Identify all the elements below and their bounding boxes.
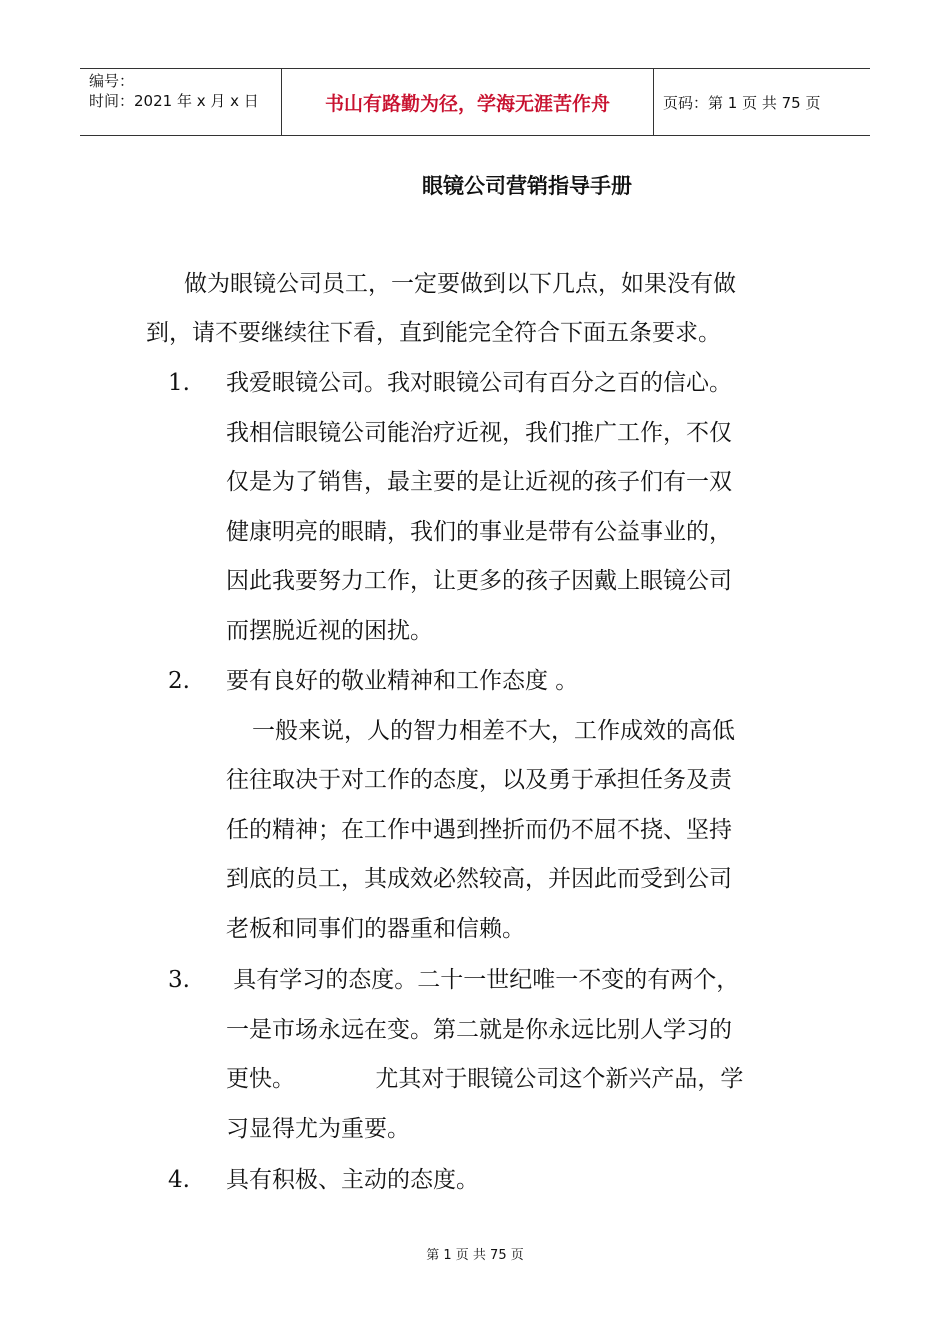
item-sub-first-line: 一般来说，人的智力相差不大，工作成效的高低 <box>252 717 735 744</box>
item-line: 而摆脱近视的困扰。 <box>226 617 433 644</box>
serial-label: 编号： <box>89 72 135 90</box>
item-line: 要有良好的敬业精神和工作态度 。 <box>226 668 579 694</box>
intro-line: 到，请不要继续往下看，直到能完全符合下面五条要求。 <box>146 320 721 346</box>
document-title: 眼镜公司营销指导手册 <box>422 174 632 198</box>
item-line: 健康明亮的眼睛，我们的事业是带有公益事业的， <box>226 518 732 545</box>
item-line: 老板和同事们的器重和信赖。 <box>226 915 525 942</box>
item-line: 习显得尤为重要。 <box>226 1115 410 1142</box>
item-line: 具有学习的态度。二十一世纪唯一不变的有两个， <box>226 967 740 993</box>
item-line: 我爱眼镜公司。我对眼镜公司有百分之百的信心。 <box>226 370 732 396</box>
item-line: 我相信眼镜公司能治疗近视，我们推广工作，不仅 <box>226 419 732 446</box>
date-label: 时间：2021 年 x 月 x 日 <box>89 92 259 110</box>
list-item-4 <box>146 1156 811 1206</box>
item-line: 具有积极、主动的态度。 <box>226 1167 479 1193</box>
item-line: 往往取决于对工作的态度，以及勇于承担任务及责 <box>226 767 732 793</box>
list-item-3 <box>146 956 811 1154</box>
header-motto: 书山有路勤为径，学海无涯苦作舟 <box>282 69 654 135</box>
page-header <box>80 68 870 136</box>
list-item-2 <box>146 657 811 954</box>
item-line: 一是市场永远在变。第二就是你永远比别人学习的 <box>226 1016 732 1043</box>
intro-paragraph <box>146 260 811 358</box>
item-line: 更快。 尤其对于眼镜公司这个新兴产品，学 <box>226 1066 744 1092</box>
header-page-info: 页码：第 1 页 共 75 页 <box>663 93 821 112</box>
item-line: 到底的员工，其成效必然较高，并因此而受到公司 <box>226 866 732 892</box>
item-number: 3. <box>168 967 190 993</box>
item-number: 4. <box>168 1167 190 1193</box>
header-meta-cell <box>80 69 282 135</box>
item-line: 任的精神；在工作中遇到挫折而仍不屈不挠、坚持 <box>226 816 732 843</box>
page-footer: 第 1 页 共 75 页 <box>426 1248 524 1263</box>
item-line: 因此我要努力工作，让更多的孩子因戴上眼镜公司 <box>226 568 732 594</box>
item-line: 仅是为了销售，最主要的是让近视的孩子们有一双 <box>226 469 732 495</box>
list-item-1 <box>146 359 811 656</box>
item-number: 1. <box>168 370 190 396</box>
intro-line: 做为眼镜公司员工，一定要做到以下几点，如果没有做 <box>184 271 736 297</box>
item-number: 2. <box>168 668 190 694</box>
